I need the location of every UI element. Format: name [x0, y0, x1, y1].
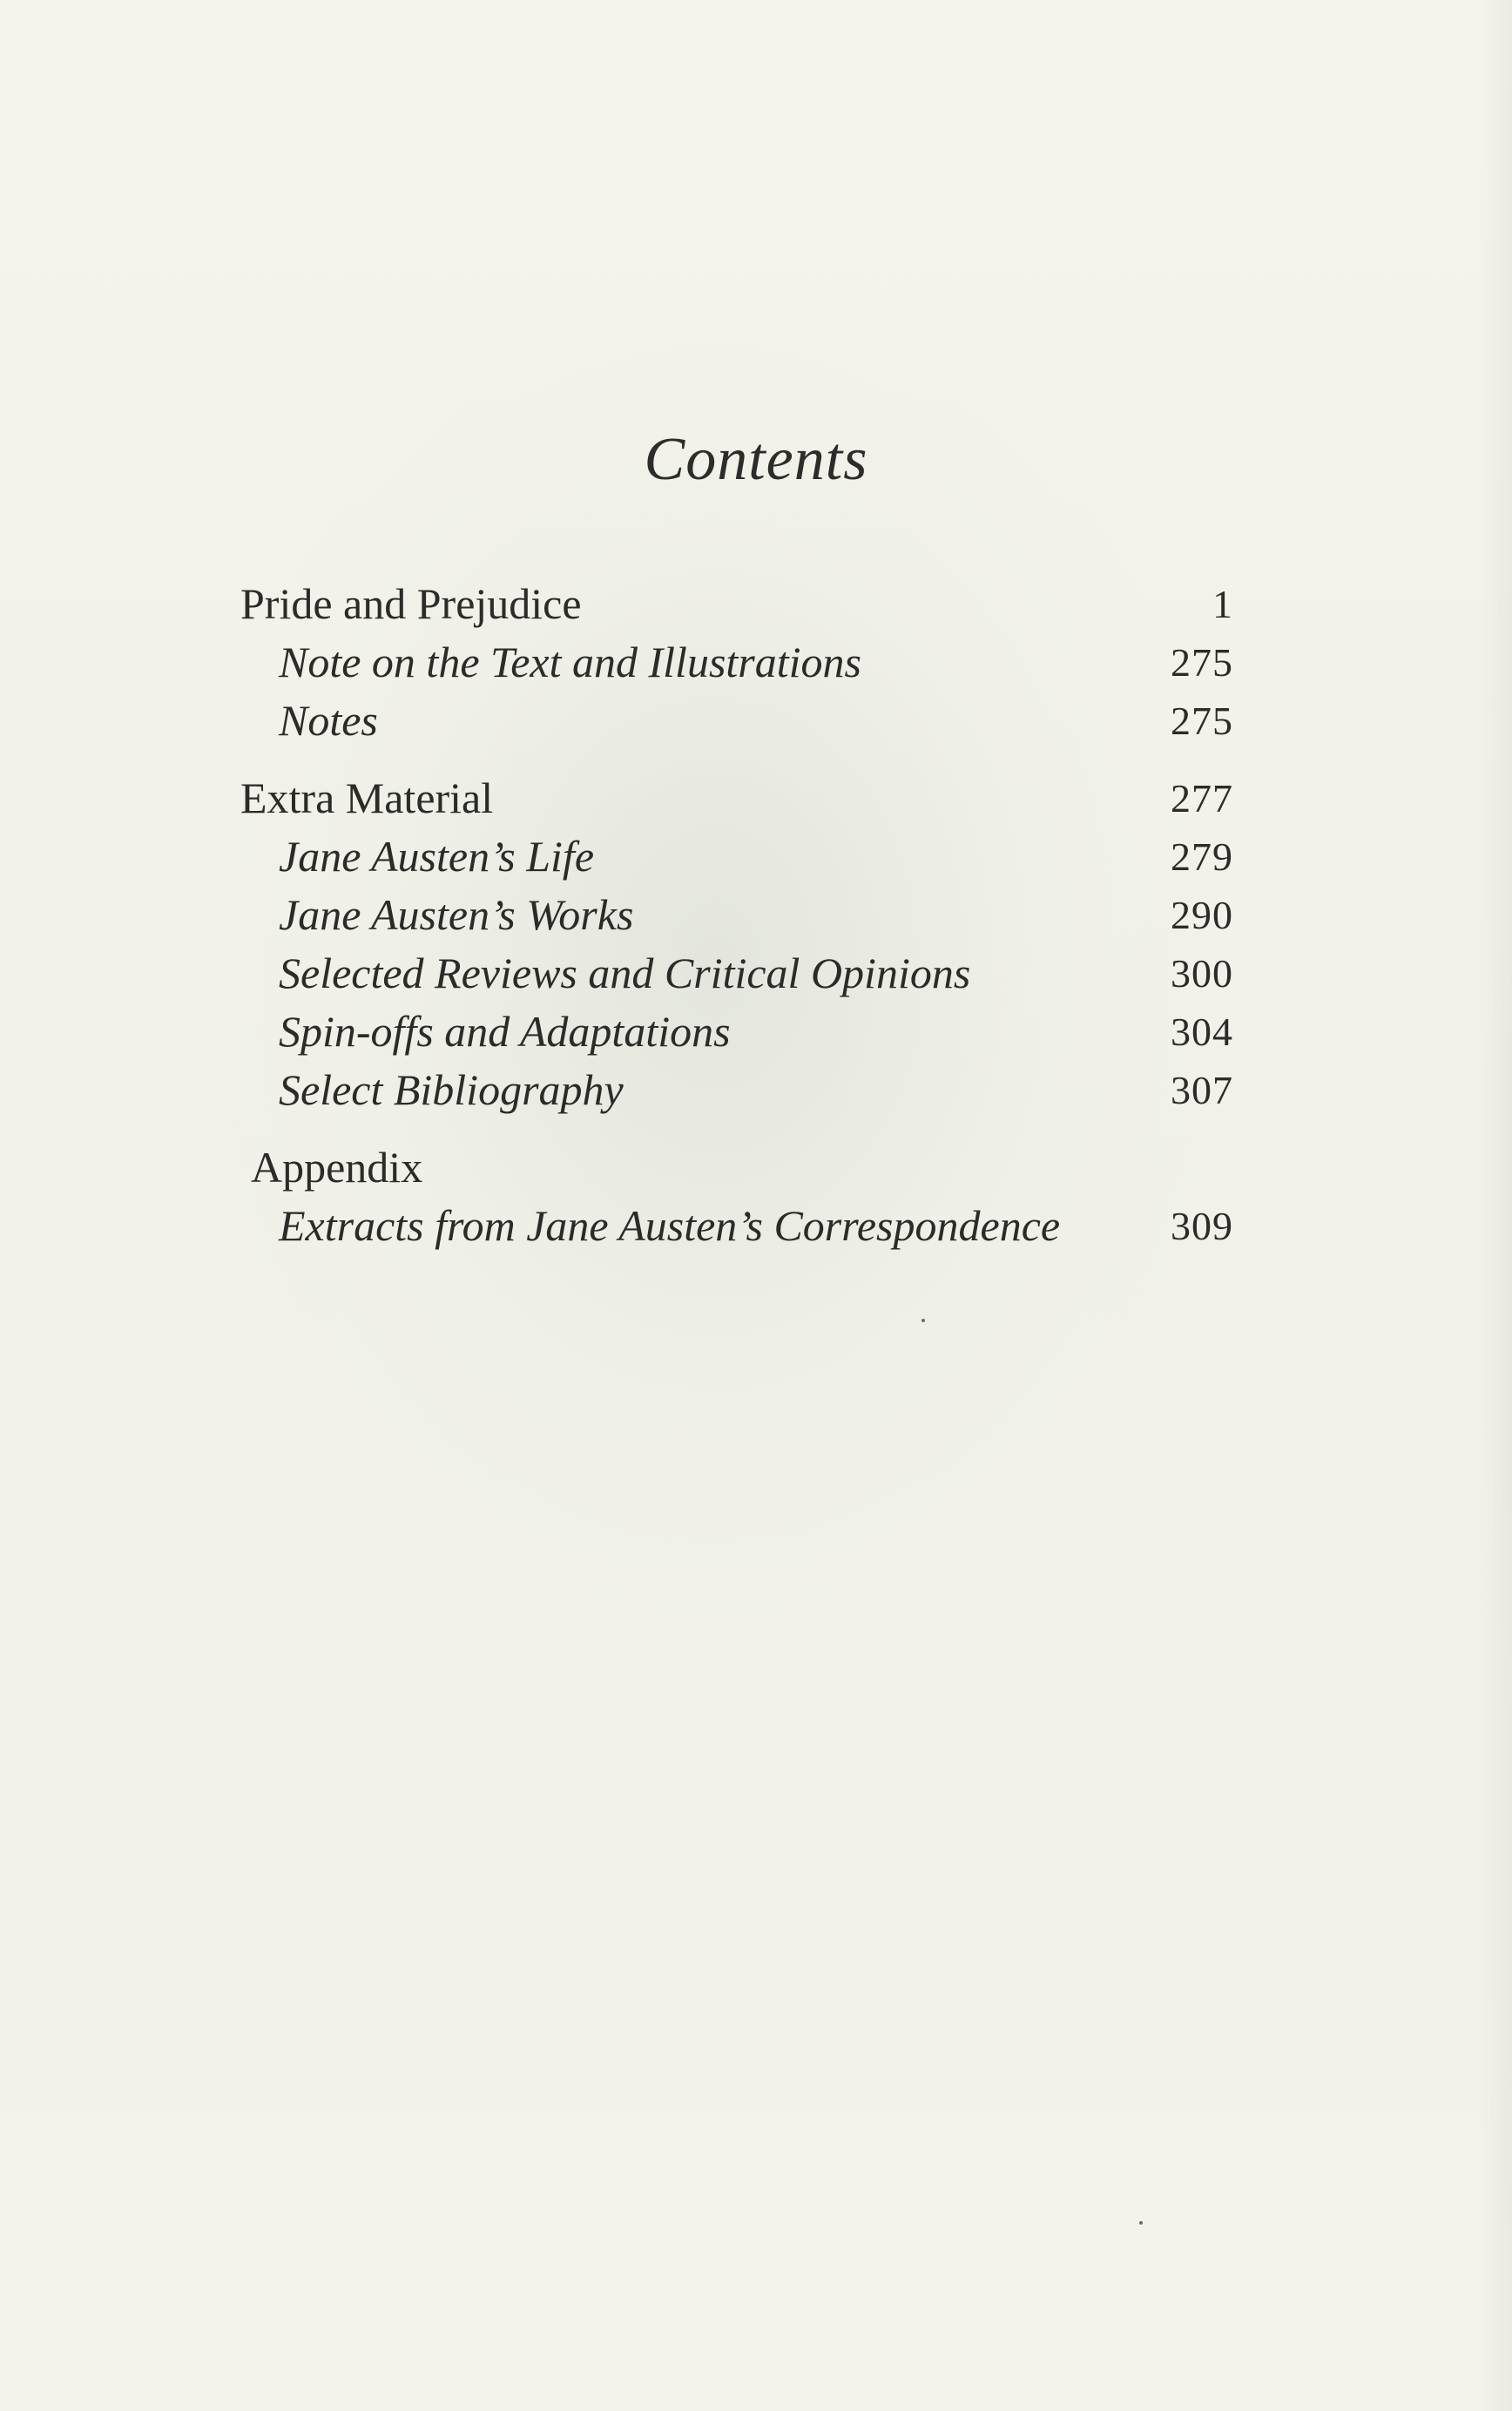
- toc-item-label: Select Bibliography: [279, 1065, 624, 1114]
- page-title: Contents: [644, 426, 868, 493]
- toc-item-label: Extracts from Jane Austen’s Correspondence: [279, 1201, 1061, 1250]
- paper-speck: [921, 1319, 925, 1322]
- toc-item-label: Notes: [279, 696, 378, 745]
- table-of-contents: [240, 575, 1233, 1274]
- toc-heading-label: Appendix: [251, 1143, 423, 1192]
- toc-entry: [240, 692, 1233, 750]
- toc-section-appendix: [240, 1138, 1233, 1255]
- toc-entry: [240, 886, 1233, 944]
- toc-entry: [240, 1061, 1233, 1119]
- toc-item-label: Jane Austen’s Life: [279, 832, 595, 881]
- toc-page-number: 307: [1171, 1068, 1233, 1112]
- toc-item-label: Note on the Text and Illustrations: [279, 638, 861, 686]
- toc-page-number: 304: [1171, 1010, 1233, 1054]
- toc-entry: [240, 769, 1233, 827]
- toc-section-extra-material: [240, 769, 1233, 1119]
- toc-entry: [240, 633, 1233, 692]
- toc-item-label: Spin-offs and Adaptations: [279, 1007, 731, 1056]
- toc-entry: [240, 827, 1233, 886]
- toc-item-label: Selected Reviews and Critical Opinions: [279, 949, 971, 997]
- toc-heading-label: Extra Material: [240, 773, 494, 822]
- toc-entry: [240, 1138, 1233, 1197]
- toc-page-number: 290: [1171, 893, 1233, 937]
- toc-page-number: 275: [1171, 699, 1233, 743]
- toc-page-number: 300: [1171, 951, 1233, 996]
- toc-item-label: Jane Austen’s Works: [279, 890, 634, 939]
- toc-section-pride-and-prejudice: [240, 575, 1233, 750]
- toc-entry: [240, 1003, 1233, 1061]
- toc-entry: [240, 944, 1233, 1003]
- paper-speck: [1139, 2221, 1143, 2225]
- toc-entry: [240, 1197, 1233, 1255]
- toc-page-number: 1: [1212, 582, 1233, 626]
- toc-entry: [240, 575, 1233, 633]
- page-edge-shadow: [1477, 0, 1512, 2411]
- toc-page-number: 309: [1171, 1204, 1233, 1248]
- toc-page-number: 277: [1171, 776, 1233, 821]
- toc-page-number: 275: [1171, 640, 1233, 685]
- toc-page-number: 279: [1171, 834, 1233, 879]
- toc-heading-label: Pride and Prejudice: [240, 579, 582, 628]
